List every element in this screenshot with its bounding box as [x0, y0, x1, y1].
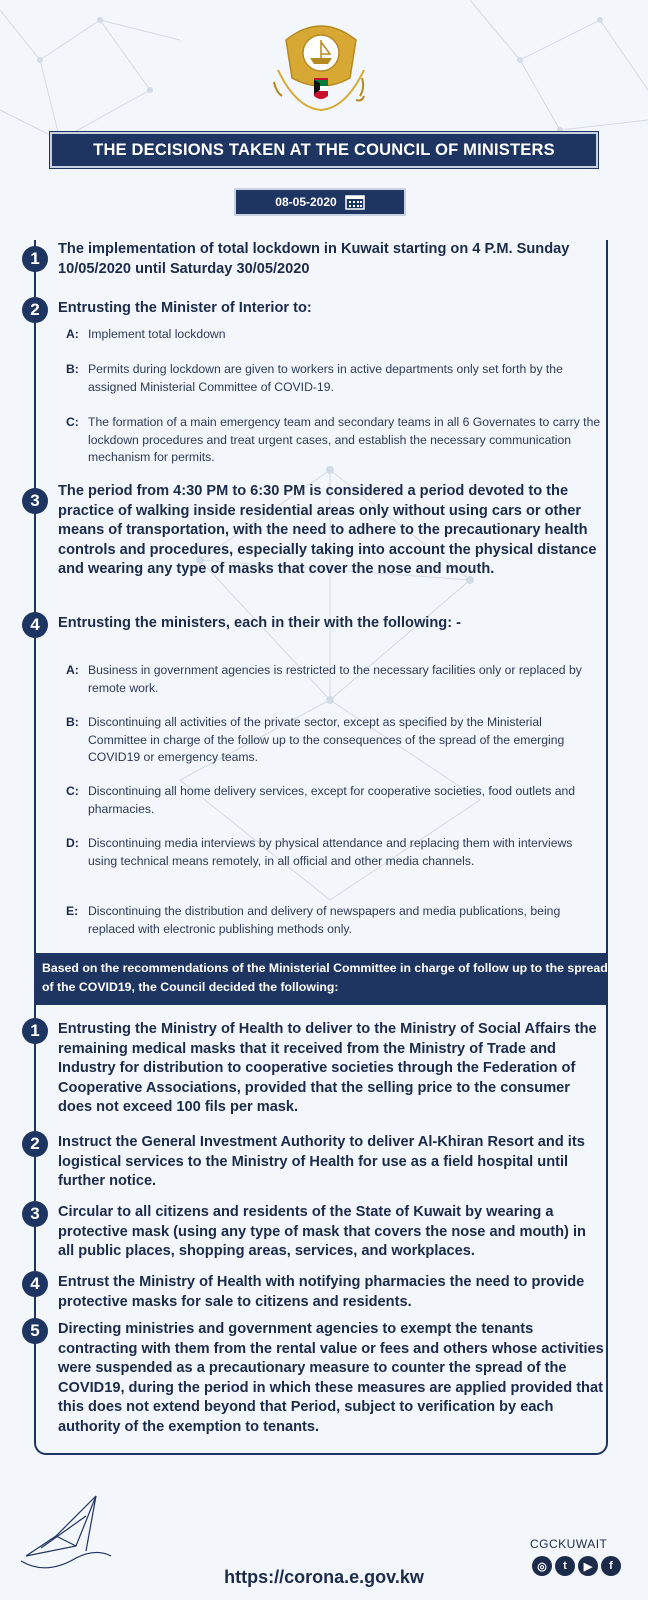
decision-number: 1: [22, 246, 48, 272]
decision-text: The period from 4:30 PM to 6:30 PM is considered a period devoted to the practice of walking inside residential areas only without using cars or other means of transportation, with the need to adhere to the precautionary health controls and procedures, especially taking into account the physical distance and wearing any type of masks that cover the nose and mouth.: [58, 483, 597, 578]
sub-item-letter: B:: [66, 362, 79, 376]
sub-item-text: Discontinuing all home delivery services, except for cooperative societies, food outlets and pharmacies.: [88, 784, 576, 816]
page-title: THE DECISIONS TAKEN AT THE COUNCIL OF MINISTERS: [50, 132, 598, 168]
council-decision-text: Entrust the Ministry of Health with notifying pharmacies the need to provide protective masks for sale to citizens and residents.: [58, 1274, 585, 1310]
footer-website-link[interactable]: https://corona.e.gov.kw: [224, 1567, 424, 1587]
sub-item-letter: D:: [66, 836, 79, 850]
sub-item: [66, 361, 604, 396]
decision-number: 4: [22, 612, 48, 638]
sub-item: [66, 662, 604, 697]
decision-text: The implementation of total lockdown in Kuwait starting on 4 P.M. Sunday 10/05/2020 until Saturday 30/05/2020: [58, 241, 570, 277]
sub-item-letter: C:: [66, 784, 79, 798]
council-decision-number: 2: [22, 1131, 48, 1157]
council-decision-text: Entrusting the Ministry of Health to deliver to the Ministry of Social Affairs the remaining medical masks that it received from the Ministry of Trade and Industry for distribution to cooperative societies through the Federation of Cooperative Associations, provided that the selling price to the consumer does not exceed 100 fils per mask.: [58, 1021, 597, 1116]
sub-item-text: Discontinuing the distribution and delivery of newspapers and media publications, being replaced with electronic publishing methods only.: [88, 904, 561, 936]
council-recommendations-banner: Based on the recommendations of the Ministerial Committee in charge of follow up to the spread of the COVID19, the Council decided the following:: [34, 953, 608, 1005]
sub-item-text: Discontinuing all activities of the private sector, except as specified by the Ministerial Committee in charge of the follow up to the consequences of the spread of the emerging COVID19 or emergency teams.: [88, 715, 565, 764]
council-decision-number: 1: [22, 1018, 48, 1044]
sub-item-text: Discontinuing media interviews by physical attendance and replacing them with interviews using technical means remotely, in all official and other media channels.: [88, 836, 573, 868]
decision-number: 2: [22, 297, 48, 323]
sub-item-letter: E:: [66, 904, 79, 918]
decision-number: 3: [22, 488, 48, 514]
sub-item-text: Permits during lockdown are given to workers in active departments only set forth by the assigned Ministerial Committee of COVID-19.: [88, 362, 563, 394]
sub-item: [66, 326, 604, 344]
facebook-icon[interactable]: f: [601, 1556, 621, 1576]
sub-item-letter: A:: [66, 327, 79, 341]
parliament-emblem-icon: [266, 20, 376, 120]
youtube-icon[interactable]: ▶: [578, 1556, 598, 1576]
date-badge: [234, 188, 406, 216]
sub-item: [66, 714, 604, 767]
social-icons: [532, 1556, 621, 1576]
date-text: 08-05-2020: [275, 195, 337, 209]
sub-item-letter: C:: [66, 415, 79, 429]
council-decision-text: Directing ministries and government agencies to exempt the tenants contracting with them from the rental value or fees and others whose activities were suspended as a precautionary measure to counter the spread of the COVID19, during the period in which these measures are applied provided that this does not extend beyond that Period, subject to verification by each authority of the exemption to tenants.: [58, 1321, 604, 1435]
instagram-icon[interactable]: ◎: [532, 1556, 552, 1576]
decision-text: Entrusting the ministers, each in their with the following: -: [58, 615, 461, 631]
sub-item-letter: B:: [66, 715, 79, 729]
social-handle: CGCKUWAIT: [530, 1537, 608, 1551]
twitter-icon[interactable]: t: [555, 1556, 575, 1576]
cgc-logo-icon: [16, 1486, 116, 1576]
council-decision-text: Circular to all citizens and residents of the State of Kuwait by wearing a protective mask (using any type of mask that covers the nose and mouth) in all public places, shopping areas, services, and workplaces.: [58, 1204, 586, 1260]
sub-item-letter: A:: [66, 663, 79, 677]
decision-text: Entrusting the Minister of Interior to:: [58, 300, 312, 316]
council-decision-number: 4: [22, 1271, 48, 1297]
sub-item: [66, 903, 604, 938]
council-decision-number: 5: [22, 1318, 48, 1344]
council-decision-number: 3: [22, 1201, 48, 1227]
sub-item-text: Business in government agencies is restricted to the necessary facilities only or replaced by remote work.: [88, 663, 582, 695]
sub-item-text: The formation of a main emergency team and secondary teams in all 6 Governates to carry the lockdown procedures and treat urgent cases, and establish the necessary communication mechanism for permits.: [88, 415, 601, 464]
sub-item: [66, 783, 604, 818]
calendar-icon: [345, 194, 365, 210]
sub-item-text: Implement total lockdown: [88, 327, 226, 341]
sub-item: [66, 414, 604, 467]
council-decision-text: Instruct the General Investment Authority to deliver Al-Khiran Resort and its logistical services to the Ministry of Health for use as a field hospital until further notice.: [58, 1134, 585, 1190]
sub-item: [66, 835, 604, 870]
